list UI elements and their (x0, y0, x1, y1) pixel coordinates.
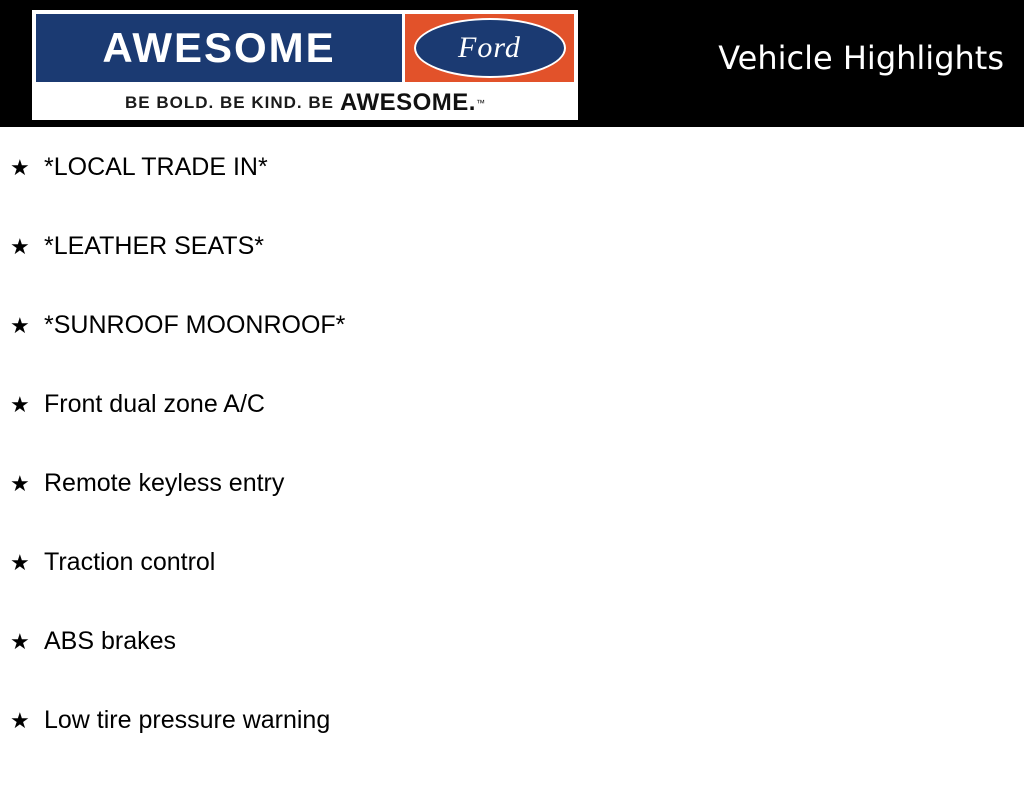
list-item (0, 313, 1024, 392)
list-item-label: *LEATHER SEATS* (44, 232, 264, 260)
header-bar (0, 0, 1024, 127)
list-item (0, 471, 1024, 550)
page-title: Vehicle Highlights (718, 39, 1004, 77)
list-item (0, 550, 1024, 629)
list-item-label: ABS brakes (44, 627, 177, 655)
star-icon: ★ (10, 313, 30, 338)
tagline-tm-text: ™ (475, 98, 485, 108)
ford-oval-icon (414, 18, 566, 78)
ford-oval-text: Ford (458, 31, 521, 64)
list-item (0, 629, 1024, 708)
star-icon: ★ (10, 708, 30, 733)
highlights-list (0, 127, 1024, 787)
list-item (0, 392, 1024, 471)
tagline-big-text: AWESOME. (339, 89, 476, 116)
list-item-label: Remote keyless entry (44, 469, 285, 497)
tagline-small-text: BE BOLD. BE KIND. BE (125, 93, 334, 112)
logo-awesome-text: AWESOME (102, 24, 336, 71)
star-icon: ★ (10, 471, 30, 496)
logo-awesome-block (33, 11, 405, 85)
star-icon: ★ (10, 392, 30, 417)
list-item-label: Traction control (44, 548, 216, 576)
list-item-label: *SUNROOF MOONROOF* (44, 311, 346, 339)
list-item-label: Low tire pressure warning (44, 706, 331, 734)
list-item-label: *LOCAL TRADE IN* (44, 153, 268, 181)
list-item (0, 234, 1024, 313)
logo-ford-block (405, 11, 577, 85)
star-icon: ★ (10, 234, 30, 259)
logo-tagline (33, 85, 577, 120)
list-item (0, 708, 1024, 787)
logo-top-row (33, 11, 577, 85)
dealer-logo (32, 10, 578, 120)
list-item-label: Front dual zone A/C (44, 390, 265, 418)
list-item (0, 155, 1024, 234)
star-icon: ★ (10, 550, 30, 575)
star-icon: ★ (10, 155, 30, 180)
star-icon: ★ (10, 629, 30, 654)
